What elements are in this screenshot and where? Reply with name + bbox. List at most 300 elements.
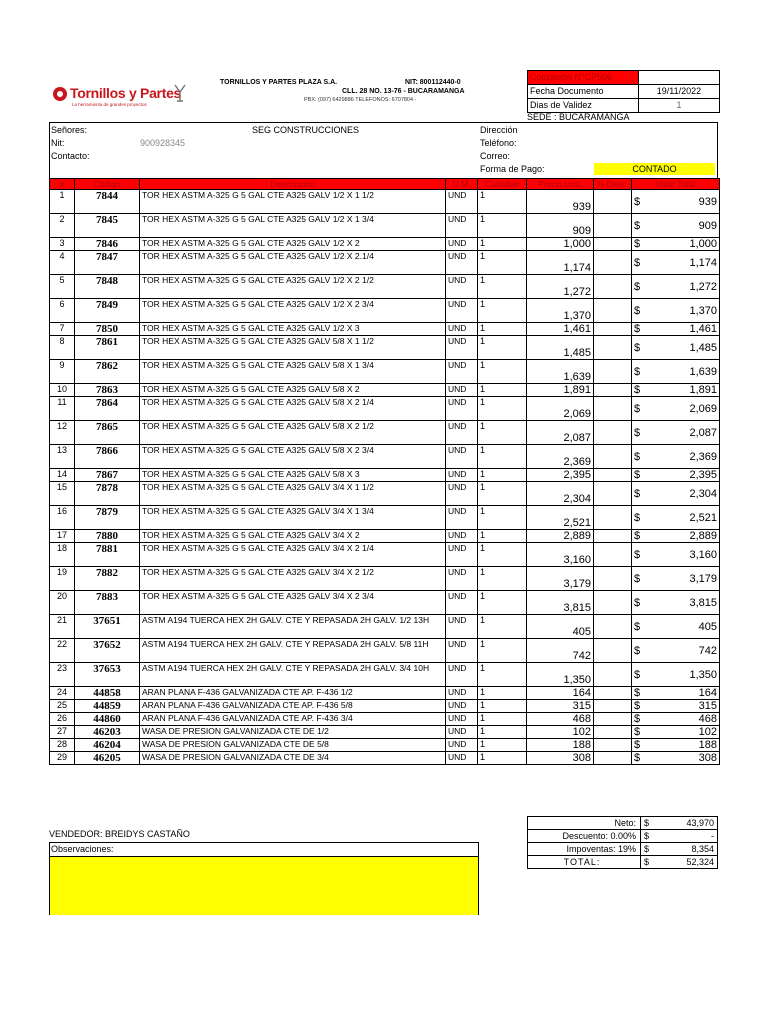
currency-sign: $	[634, 384, 641, 396]
row-um: UND	[446, 752, 478, 765]
row-description: TOR HEX ASTM A-325 G 5 GAL CTE A325 GALV 3/4 X 2 1/4	[140, 543, 446, 567]
row-quantity: 1	[478, 567, 527, 591]
row-unit-price: 164	[527, 687, 594, 700]
row-discount	[594, 543, 632, 567]
row-total	[632, 700, 720, 713]
row-number: 8	[50, 336, 75, 360]
row-number: 11	[50, 397, 75, 421]
row-total	[632, 469, 720, 482]
row-number: 18	[50, 543, 75, 567]
row-code: 7847	[75, 251, 140, 275]
currency-sign: $	[634, 426, 641, 439]
currency-sign: $	[644, 831, 650, 841]
row-description: TOR HEX ASTM A-325 G 5 GAL CTE A325 GALV 5/8 X 1 1/2	[140, 336, 446, 360]
row-quantity: 1	[478, 421, 527, 445]
row-um: UND	[446, 384, 478, 397]
row-code: 7866	[75, 445, 140, 469]
row-um: UND	[446, 591, 478, 615]
row-number: 29	[50, 752, 75, 765]
table-row	[50, 739, 720, 752]
row-um: UND	[446, 506, 478, 530]
row-quantity: 1	[478, 275, 527, 299]
row-discount	[594, 482, 632, 506]
row-total-value: 2,304	[689, 487, 717, 500]
row-total	[632, 384, 720, 397]
row-discount	[594, 567, 632, 591]
impuestos-value: 8,354	[691, 844, 714, 854]
col-header-price: Precio Unit.	[527, 179, 594, 190]
row-discount	[594, 336, 632, 360]
company-nit: NIT: 800112440-0	[405, 79, 461, 86]
row-unit-price: 188	[527, 739, 594, 752]
table-row	[50, 275, 720, 299]
row-description: TOR HEX ASTM A-325 G 5 GAL CTE A325 GALV 5/8 X 1 3/4	[140, 360, 446, 384]
table-row	[50, 615, 720, 639]
row-quantity: 1	[478, 713, 527, 726]
col-header-um: U.M.	[446, 179, 478, 190]
table-row	[50, 700, 720, 713]
row-unit-price: 315	[527, 700, 594, 713]
currency-sign: $	[634, 572, 641, 585]
row-um: UND	[446, 397, 478, 421]
row-total-value: 2,889	[689, 530, 717, 542]
row-quantity: 1	[478, 700, 527, 713]
gear-logo-icon	[52, 86, 68, 102]
row-description: ARAN PLANA F-436 GALVANIZADA CTE AP. F-436 5/8	[140, 700, 446, 713]
row-total	[632, 591, 720, 615]
currency-sign: $	[634, 487, 641, 500]
row-quantity: 1	[478, 639, 527, 663]
row-description: TOR HEX ASTM A-325 G 5 GAL CTE A325 GALV 5/8 X 2	[140, 384, 446, 397]
row-description: TOR HEX ASTM A-325 G 5 GAL CTE A325 GALV 1/2 X 2 3/4	[140, 299, 446, 323]
row-discount	[594, 360, 632, 384]
row-total-value: 2,369	[689, 450, 717, 463]
row-number: 28	[50, 739, 75, 752]
row-total-value: 102	[698, 726, 717, 738]
row-total	[632, 360, 720, 384]
row-um: UND	[446, 700, 478, 713]
row-description: WASA DE PRESION GALVANIZADA CTE DE 5/8	[140, 739, 446, 752]
row-unit-price: 1,272	[527, 275, 594, 299]
tools-icon	[172, 83, 188, 103]
row-number: 19	[50, 567, 75, 591]
row-code: 44859	[75, 700, 140, 713]
row-unit-price: 3,179	[527, 567, 594, 591]
row-um: UND	[446, 469, 478, 482]
row-total-value: 468	[698, 713, 717, 725]
row-quantity: 1	[478, 336, 527, 360]
currency-sign: $	[634, 700, 641, 712]
row-um: UND	[446, 299, 478, 323]
row-unit-price: 742	[527, 639, 594, 663]
row-number: 6	[50, 299, 75, 323]
row-quantity: 1	[478, 397, 527, 421]
descuento-row	[527, 830, 718, 843]
row-total	[632, 663, 720, 687]
row-code: 37652	[75, 639, 140, 663]
row-number: 10	[50, 384, 75, 397]
table-header-row	[50, 179, 720, 190]
row-discount	[594, 421, 632, 445]
currency-sign: $	[634, 256, 641, 269]
table-row	[50, 687, 720, 700]
row-total-value: 3,160	[689, 548, 717, 561]
row-discount	[594, 190, 632, 214]
row-quantity: 1	[478, 591, 527, 615]
validity-label: Dias de Validez	[528, 99, 639, 112]
row-unit-price: 3,160	[527, 543, 594, 567]
row-discount	[594, 687, 632, 700]
row-unit-price: 1,000	[527, 238, 594, 251]
row-code: 7850	[75, 323, 140, 336]
row-discount	[594, 506, 632, 530]
forma-pago-value: CONTADO	[594, 163, 715, 175]
row-description: TOR HEX ASTM A-325 G 5 GAL CTE A325 GALV 3/4 X 1 3/4	[140, 506, 446, 530]
row-discount	[594, 739, 632, 752]
row-number: 22	[50, 639, 75, 663]
row-discount	[594, 238, 632, 251]
row-total	[632, 726, 720, 739]
sede-label: SEDE : BUCARAMANGA	[527, 112, 630, 122]
row-number: 12	[50, 421, 75, 445]
currency-sign: $	[644, 844, 650, 854]
row-total-value: 1,272	[689, 280, 717, 293]
currency-sign: $	[634, 687, 641, 699]
currency-sign: $	[634, 530, 641, 542]
direccion-label: Dirección	[480, 125, 518, 135]
currency-sign: $	[634, 726, 641, 738]
row-total-value: 2,395	[689, 469, 717, 481]
row-unit-price: 1,174	[527, 251, 594, 275]
row-number: 20	[50, 591, 75, 615]
row-unit-price: 308	[527, 752, 594, 765]
col-header-qty: Cantidad	[478, 179, 527, 190]
logo-tagline: La herramienta de grandes proyectos	[72, 102, 147, 107]
currency-sign: $	[634, 280, 641, 293]
row-description: TOR HEX ASTM A-325 G 5 GAL CTE A325 GALV 1/2 X 2.1/4	[140, 251, 446, 275]
currency-sign: $	[634, 469, 641, 481]
row-unit-price: 2,069	[527, 397, 594, 421]
row-code: 7865	[75, 421, 140, 445]
col-header-desc: Descripción	[140, 179, 446, 190]
company-phones: PBX: (097) 6429886 TELEFONOS: 6707804 -	[304, 97, 417, 103]
items-body	[50, 190, 720, 765]
row-total-value: 3,179	[689, 572, 717, 585]
row-total	[632, 543, 720, 567]
row-total-value: 315	[698, 700, 717, 712]
row-quantity: 1	[478, 726, 527, 739]
row-description: ASTM A194 TUERCA HEX 2H GALV. CTE Y REPASADA 2H GALV. 3/4 10H	[140, 663, 446, 687]
row-number: 13	[50, 445, 75, 469]
row-total	[632, 421, 720, 445]
company-address: CLL. 28 NO. 13-76 - BUCARAMANGA	[342, 88, 465, 95]
col-header-disc: % Desc.	[594, 179, 632, 190]
row-total	[632, 238, 720, 251]
row-unit-price: 2,395	[527, 469, 594, 482]
table-row	[50, 397, 720, 421]
row-code: 37651	[75, 615, 140, 639]
row-discount	[594, 615, 632, 639]
row-total-value: 1,370	[689, 304, 717, 317]
table-row	[50, 445, 720, 469]
row-um: UND	[446, 190, 478, 214]
row-unit-price: 1,461	[527, 323, 594, 336]
row-um: UND	[446, 238, 478, 251]
table-row	[50, 530, 720, 543]
currency-sign: $	[634, 195, 641, 208]
row-discount	[594, 591, 632, 615]
row-unit-price: 2,521	[527, 506, 594, 530]
table-row	[50, 323, 720, 336]
row-total	[632, 482, 720, 506]
currency-sign: $	[634, 238, 641, 250]
row-code: 7848	[75, 275, 140, 299]
table-row	[50, 591, 720, 615]
forma-pago-label: Forma de Pago:	[480, 164, 545, 174]
senores-label: Señores:	[51, 125, 88, 135]
row-quantity: 1	[478, 384, 527, 397]
row-code: 7862	[75, 360, 140, 384]
row-description: TOR HEX ASTM A-325 G 5 GAL CTE A325 GALV 1/2 X 2	[140, 238, 446, 251]
row-um: UND	[446, 615, 478, 639]
row-number: 1	[50, 190, 75, 214]
row-quantity: 1	[478, 530, 527, 543]
row-unit-price: 939	[527, 190, 594, 214]
row-um: UND	[446, 687, 478, 700]
row-um: UND	[446, 214, 478, 238]
row-quantity: 1	[478, 615, 527, 639]
row-unit-price: 2,087	[527, 421, 594, 445]
row-quantity: 1	[478, 251, 527, 275]
row-discount	[594, 469, 632, 482]
currency-sign: $	[634, 713, 641, 725]
row-code: 46205	[75, 752, 140, 765]
row-discount	[594, 214, 632, 238]
table-row	[50, 713, 720, 726]
row-number: 16	[50, 506, 75, 530]
table-row	[50, 360, 720, 384]
row-quantity: 1	[478, 445, 527, 469]
table-row	[50, 663, 720, 687]
observaciones-field[interactable]	[50, 856, 478, 915]
totals-box	[527, 816, 718, 869]
table-row	[50, 384, 720, 397]
row-description: TOR HEX ASTM A-325 G 5 GAL CTE A325 GALV 1/2 X 3	[140, 323, 446, 336]
row-description: WASA DE PRESION GALVANIZADA CTE DE 1/2	[140, 726, 446, 739]
neto-label: Neto:	[528, 817, 641, 829]
row-number: 2	[50, 214, 75, 238]
correo-label: Correo:	[480, 151, 511, 161]
nit-label: Nit:	[51, 138, 65, 148]
table-row	[50, 639, 720, 663]
row-unit-price: 468	[527, 713, 594, 726]
row-total-value: 2,069	[689, 402, 717, 415]
row-total	[632, 687, 720, 700]
row-total	[632, 323, 720, 336]
row-unit-price: 1,891	[527, 384, 594, 397]
table-row	[50, 752, 720, 765]
row-unit-price: 909	[527, 214, 594, 238]
row-total	[632, 190, 720, 214]
descuento-label: Descuento: 0.00%	[528, 830, 641, 842]
row-um: UND	[446, 323, 478, 336]
client-name: SEG CONSTRUCCIONES	[252, 125, 360, 135]
table-row	[50, 299, 720, 323]
table-row	[50, 214, 720, 238]
row-total	[632, 275, 720, 299]
row-um: UND	[446, 336, 478, 360]
row-discount	[594, 726, 632, 739]
table-row	[50, 543, 720, 567]
row-um: UND	[446, 251, 478, 275]
row-total-value: 1,891	[689, 384, 717, 396]
row-discount	[594, 639, 632, 663]
total-label: TOTAL:	[528, 856, 641, 868]
row-um: UND	[446, 421, 478, 445]
row-description: TOR HEX ASTM A-325 G 5 GAL CTE A325 GALV 3/4 X 1 1/2	[140, 482, 446, 506]
row-code: 46203	[75, 726, 140, 739]
row-number: 3	[50, 238, 75, 251]
currency-sign: $	[634, 668, 641, 681]
row-unit-price: 1,639	[527, 360, 594, 384]
neto-value: 43,970	[686, 818, 714, 828]
row-discount	[594, 323, 632, 336]
row-number: 24	[50, 687, 75, 700]
row-description: ARAN PLANA F-436 GALVANIZADA CTE AP. F-436 3/4	[140, 713, 446, 726]
row-total-value: 1,000	[689, 238, 717, 250]
row-description: ARAN PLANA F-436 GALVANIZADA CTE AP. F-436 1/2	[140, 687, 446, 700]
row-total-value: 1,174	[689, 256, 717, 269]
row-code: 7883	[75, 591, 140, 615]
row-discount	[594, 700, 632, 713]
row-unit-price: 1,370	[527, 299, 594, 323]
row-discount	[594, 445, 632, 469]
row-number: 9	[50, 360, 75, 384]
row-code: 7882	[75, 567, 140, 591]
row-number: 14	[50, 469, 75, 482]
row-code: 7863	[75, 384, 140, 397]
row-um: UND	[446, 663, 478, 687]
descuento-value: -	[711, 831, 714, 841]
total-row	[527, 856, 718, 869]
row-description: TOR HEX ASTM A-325 G 5 GAL CTE A325 GALV 5/8 X 2 1/2	[140, 421, 446, 445]
vendedor: VENDEDOR: BREIDYS CASTAÑO	[49, 829, 190, 839]
row-description: TOR HEX ASTM A-325 G 5 GAL CTE A325 GALV 5/8 X 3	[140, 469, 446, 482]
row-quantity: 1	[478, 469, 527, 482]
row-discount	[594, 384, 632, 397]
row-code: 7867	[75, 469, 140, 482]
table-row	[50, 190, 720, 214]
logo-text: Tornillos y Partes	[70, 85, 182, 101]
row-quantity: 1	[478, 360, 527, 384]
row-code: 7878	[75, 482, 140, 506]
row-quantity: 1	[478, 506, 527, 530]
row-total-value: 2,521	[689, 511, 717, 524]
items-table	[49, 178, 720, 765]
row-quantity: 1	[478, 299, 527, 323]
row-um: UND	[446, 543, 478, 567]
row-code: 7849	[75, 299, 140, 323]
date-value: 19/11/2022	[656, 86, 702, 96]
row-total	[632, 567, 720, 591]
row-um: UND	[446, 739, 478, 752]
row-description: TOR HEX ASTM A-325 G 5 GAL CTE A325 GALV 3/4 X 2	[140, 530, 446, 543]
row-code: 44860	[75, 713, 140, 726]
table-row	[50, 567, 720, 591]
row-quantity: 1	[478, 238, 527, 251]
row-unit-price: 2,304	[527, 482, 594, 506]
row-um: UND	[446, 530, 478, 543]
currency-sign: $	[634, 402, 641, 415]
currency-sign: $	[634, 596, 641, 609]
currency-sign: $	[634, 752, 641, 764]
row-discount	[594, 713, 632, 726]
row-total-value: 909	[698, 219, 717, 232]
table-row	[50, 421, 720, 445]
row-quantity: 1	[478, 687, 527, 700]
row-quantity: 1	[478, 214, 527, 238]
currency-sign: $	[634, 511, 641, 524]
row-number: 4	[50, 251, 75, 275]
observaciones-label: Observaciones:	[51, 844, 114, 854]
row-total	[632, 615, 720, 639]
col-header-num: #	[50, 179, 75, 190]
table-row	[50, 482, 720, 506]
company-logo	[52, 83, 192, 109]
row-um: UND	[446, 275, 478, 299]
row-code: 7846	[75, 238, 140, 251]
row-total	[632, 530, 720, 543]
date-label: Fecha Documento	[528, 85, 639, 98]
observaciones-box	[49, 842, 479, 915]
currency-sign: $	[634, 450, 641, 463]
row-um: UND	[446, 482, 478, 506]
row-number: 27	[50, 726, 75, 739]
row-number: 7	[50, 323, 75, 336]
row-discount	[594, 251, 632, 275]
row-description: TOR HEX ASTM A-325 G 5 GAL CTE A325 GALV 1/2 X 2 1/2	[140, 275, 446, 299]
contacto-label: Contacto:	[51, 151, 90, 161]
currency-sign: $	[634, 341, 641, 354]
currency-sign: $	[634, 365, 641, 378]
row-total-value: 1,485	[689, 341, 717, 354]
row-unit-price: 3,815	[527, 591, 594, 615]
currency-sign: $	[634, 644, 641, 657]
row-discount	[594, 397, 632, 421]
row-quantity: 1	[478, 663, 527, 687]
row-description: TOR HEX ASTM A-325 G 5 GAL CTE A325 GALV 3/4 X 2 1/2	[140, 567, 446, 591]
row-number: 17	[50, 530, 75, 543]
row-um: UND	[446, 713, 478, 726]
row-number: 5	[50, 275, 75, 299]
row-number: 25	[50, 700, 75, 713]
quote-number: Cotización N°CP506	[528, 71, 639, 84]
table-row	[50, 336, 720, 360]
table-row	[50, 726, 720, 739]
row-total	[632, 299, 720, 323]
table-row	[50, 506, 720, 530]
row-total-value: 3,815	[689, 596, 717, 609]
row-quantity: 1	[478, 190, 527, 214]
row-total	[632, 739, 720, 752]
row-code: 7844	[75, 190, 140, 214]
row-total	[632, 397, 720, 421]
row-description: ASTM A194 TUERCA HEX 2H GALV. CTE Y REPASADA 2H GALV. 5/8 11H	[140, 639, 446, 663]
currency-sign: $	[634, 620, 641, 633]
impuestos-label: Impoventas: 19%	[528, 843, 641, 855]
currency-sign: $	[634, 548, 641, 561]
validity-value: 1	[676, 100, 682, 110]
